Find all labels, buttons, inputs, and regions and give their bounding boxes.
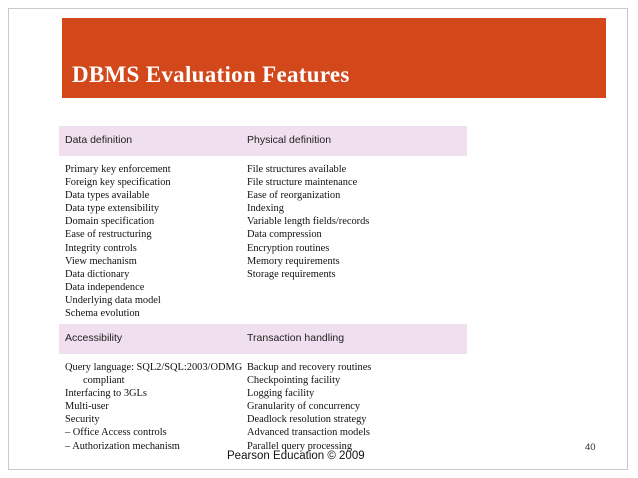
list-item: Variable length fields/records <box>247 216 370 228</box>
list-item: Parallel query processing <box>247 440 353 452</box>
list-item: Schema evolution <box>65 308 140 320</box>
slide-title: DBMS Evaluation Features <box>72 62 350 87</box>
list-item: Encryption routines <box>247 242 330 254</box>
features-table <box>59 126 467 452</box>
list-item: Ease of restructuring <box>65 229 152 241</box>
list-item: Backup and recovery routines <box>247 362 372 373</box>
list-item: Underlying data model <box>65 294 161 306</box>
list-item: Storage requirements <box>247 268 336 280</box>
header-transaction-handling: Transaction handling <box>247 332 345 344</box>
list-item: Memory requirements <box>247 255 340 267</box>
list-item: Multi-user <box>65 401 109 413</box>
list-item: Foreign key specification <box>65 177 171 189</box>
list-item: Integrity controls <box>65 242 137 254</box>
data-definition-list <box>65 163 171 320</box>
list-item: File structure maintenance <box>247 177 358 189</box>
list-item: Data type extensibility <box>65 203 160 215</box>
list-item: Interfacing to 3GLs <box>65 388 147 400</box>
transaction-handling-list <box>247 361 371 453</box>
section-header-access <box>59 324 467 354</box>
page-number: 40 <box>585 442 596 453</box>
list-item: Checkpointing facility <box>247 375 341 387</box>
list-item: Deadlock resolution strategy <box>247 414 367 426</box>
list-item: Data types available <box>65 190 150 202</box>
list-item: Data independence <box>65 281 145 293</box>
header-accessibility: Accessibility <box>65 332 123 344</box>
list-item: File structures available <box>247 164 347 175</box>
header-physical-definition: Physical definition <box>247 134 332 146</box>
accessibility-list <box>65 361 242 453</box>
list-item: Primary key enforcement <box>65 164 171 175</box>
list-item: Granularity of concurrency <box>247 401 361 413</box>
list-item: compliant <box>83 375 125 387</box>
list-item: Ease of reorganization <box>247 190 341 202</box>
list-item: Data dictionary <box>65 268 130 280</box>
physical-definition-list <box>247 163 369 281</box>
list-item: Query language: SQL2/SQL:2003/ODMG <box>65 362 243 373</box>
list-item: View mechanism <box>65 255 137 267</box>
list-item: Advanced transaction models <box>247 427 370 439</box>
list-item: Domain specification <box>65 216 155 228</box>
list-item: – Office Access controls <box>65 427 167 439</box>
header-data-definition: Data definition <box>65 134 133 146</box>
list-item: – Authorization mechanism <box>65 440 180 452</box>
list-item: Data compression <box>247 229 322 241</box>
title-banner <box>62 18 606 98</box>
list-item: Security <box>65 414 100 426</box>
list-item: Logging facility <box>247 388 315 400</box>
section-header-definition <box>59 126 467 156</box>
footer-copyright: Pearson Education © 2009 <box>227 450 365 462</box>
list-item: Indexing <box>247 203 284 215</box>
